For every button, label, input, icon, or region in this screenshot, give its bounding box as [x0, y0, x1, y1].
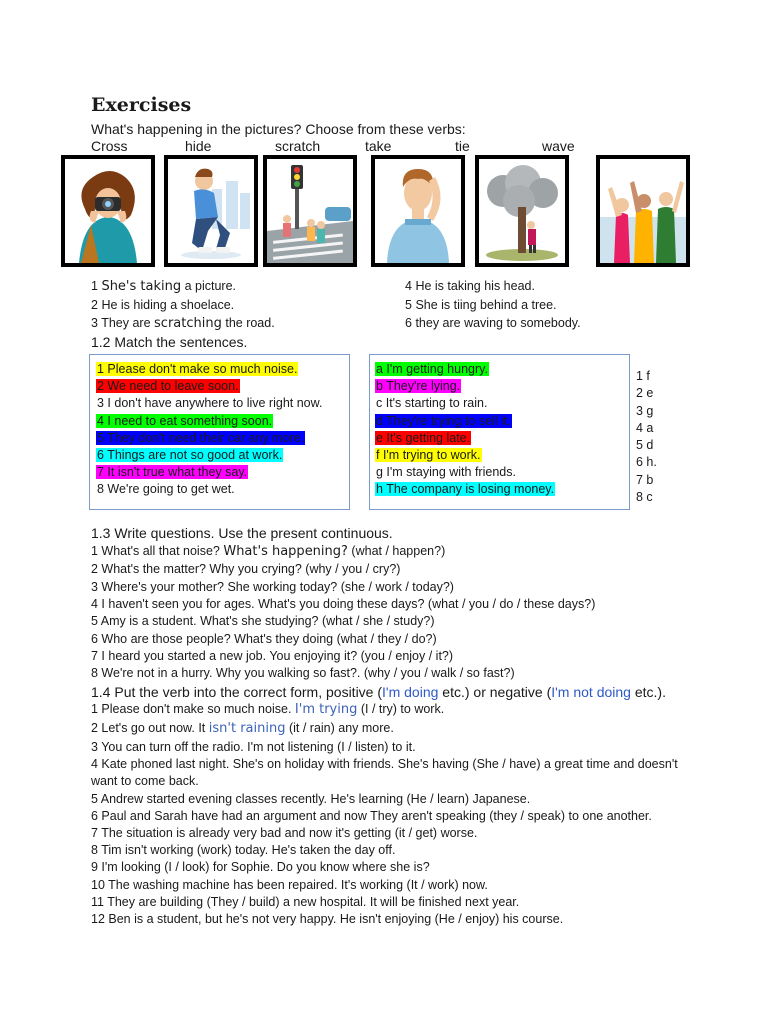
ex3-line-5: 5 Amy is a student. What's she studying? (what / she / study?): [91, 614, 435, 628]
match-sentence: 3 I don't have anywhere to live right now.: [97, 396, 323, 411]
ex4-line-11: 11 They are building (They / build) a new hospital. It will be finished next year.: [91, 895, 520, 909]
match-left-item-3: [96, 395, 323, 412]
match-sentence: 5 They don't need their car any more.: [97, 430, 305, 445]
picture-crossing: [263, 155, 357, 267]
ex3-line-2: 2 What's the matter? Why you crying? (why / you / cry?): [91, 562, 401, 576]
match-sentence: 6 Things are not so good at work.: [97, 447, 283, 462]
match-sentence: 1 Please don't make so much noise.: [97, 362, 298, 376]
line-text: (it / rain) any more.: [288, 721, 394, 735]
match-sentence: 8 We're going to get wet.: [97, 482, 235, 497]
match-sentence: b They're lying.: [376, 379, 461, 394]
ex4-line-2: [91, 721, 394, 736]
match-sentence: 7 It isn't true what they say.: [97, 465, 248, 480]
match-left-item-1: [96, 361, 323, 378]
item-text: a picture.: [184, 279, 237, 293]
item-text: He is hiding a shoelace.: [101, 298, 235, 312]
ex3-line-4: 4 I haven't seen you for ages. What's you doing these days? (what / you / do / these days?): [91, 597, 596, 611]
match-sentence: 2 We need to leave soon.: [97, 379, 239, 394]
item-text: He is taking his head.: [415, 279, 535, 293]
ex3-line-3: 3 Where's your mother? She working today? (she / work / today?): [91, 580, 454, 594]
match-sentence: c It's starting to rain.: [376, 396, 488, 411]
match-right-item-3: [375, 395, 555, 412]
ex1-item-5: [405, 298, 557, 312]
picture-photographer: [61, 155, 155, 267]
ex4-line-3: 3 You can turn off the radio. I'm not listening (I / listen) to it.: [91, 740, 416, 754]
match-right-item-7: [375, 464, 555, 481]
handwritten-answer: What's happening?: [223, 544, 348, 559]
ex4-heading: [91, 684, 666, 700]
handwritten-answer: She's taking: [101, 279, 182, 294]
verb-cross: Cross: [91, 138, 128, 154]
ex4-line-10: 10 The washing machine has been repaired. It's working (It / work) now.: [91, 878, 488, 892]
picture-waving: [596, 155, 690, 267]
picture-shoelace: [164, 155, 258, 267]
ex4-line-7: 7 The situation is already very bad and now it's getting (it / get) worse.: [91, 826, 478, 840]
ex4-line-12: 12 Ben is a student, but he's not very happy. He isn't enjoying (He / enjoy) his course.: [91, 912, 564, 926]
match-answer-4: 4 a: [636, 420, 654, 435]
item-text: they are waving to somebody.: [415, 316, 581, 330]
handwritten-answer: I'm trying: [294, 702, 358, 717]
match-left-item-5: [96, 430, 323, 447]
ex2-heading: 1.2 Match the sentences.: [91, 334, 248, 350]
verb-take: take: [365, 138, 392, 154]
match-sentence: e It's getting late.: [376, 430, 471, 445]
picture-scratching-head: [371, 155, 465, 267]
match-answer-7: 7 b: [636, 472, 654, 487]
ex1-item-4: [405, 279, 535, 293]
item-text: She is tiing behind a tree.: [415, 298, 557, 312]
line-text: 2 Let's go out now. It: [91, 721, 206, 735]
match-right-item-2: [375, 378, 555, 395]
ex4-line-8: 8 Tim isn't working (work) today. He's taken the day off.: [91, 843, 396, 857]
item-number: 5: [405, 298, 412, 312]
match-right-item-6: [375, 447, 555, 464]
match-left-item-7: [96, 464, 323, 481]
line-text: 1 What's all that noise?: [91, 544, 220, 558]
line-text: (I / try) to work.: [360, 702, 445, 716]
ex4-line-4-cont: want to come back.: [91, 774, 199, 788]
match-sentence: g I'm staying with friends.: [376, 465, 516, 480]
item-number: 1: [91, 279, 98, 293]
ex1-heading: What's happening in the pictures? Choose from these verbs:: [91, 121, 466, 137]
ex4-line-9: 9 I'm looking (I / look) for Sophie. Do you know where she is?: [91, 860, 430, 874]
match-right-item-8: [375, 481, 555, 498]
heading-text: etc.).: [630, 684, 666, 700]
line-text: (what / happen?): [351, 544, 446, 558]
match-answers: [636, 368, 657, 506]
ex1-item-1: [91, 279, 236, 294]
ex1-item-3: [91, 316, 275, 331]
heading-example: I'm doing: [382, 684, 439, 700]
verb-scratch: scratch: [275, 138, 321, 154]
match-sentence: 4 I need to eat something soon.: [97, 413, 273, 428]
match-answer-5: 5 d: [636, 438, 654, 453]
ex3-heading: 1.3 Write questions. Use the present continuous.: [91, 525, 393, 541]
match-sentence: h The company is losing money.: [376, 482, 555, 497]
verb-tie: tie: [455, 138, 470, 154]
match-left-item-8: [96, 481, 323, 498]
match-left-item-4: [96, 413, 323, 430]
ex3-line-1: [91, 544, 445, 559]
match-answer-8: 8 c: [636, 490, 653, 505]
item-number: 6: [405, 316, 412, 330]
ex3-line-7: 7 I heard you started a new job. You enjoying it? (you / enjoy / it?): [91, 649, 454, 663]
match-right-item-4: [375, 413, 555, 430]
match-sentence: a I'm getting hungry.: [376, 362, 488, 376]
heading-text: etc.) or negative (: [438, 684, 552, 700]
match-left-list: [96, 361, 323, 499]
match-answer-6: 6 h.: [636, 455, 657, 470]
ex1-item-2: [91, 298, 234, 312]
heading-text: 1.4 Put the verb into the correct form, positive (: [91, 684, 383, 700]
item-text: They are: [101, 316, 151, 330]
match-left-item-2: [96, 378, 323, 395]
ex4-line-4: 4 Kate phoned last night. She's on holiday with friends. She's having (She / have) a great time and doesn't: [91, 757, 678, 771]
match-sentence: d They're trying to sell it.: [376, 413, 511, 428]
ex1-item-6: [405, 316, 581, 330]
ex4-line-1: [91, 702, 444, 717]
match-answer-2: 2 e: [636, 386, 654, 401]
match-left-item-6: [96, 447, 323, 464]
verb-hide: hide: [185, 138, 212, 154]
line-text: 1 Please don't make so much noise.: [91, 702, 292, 716]
item-number: 3: [91, 316, 98, 330]
heading-example: I'm not doing: [551, 684, 631, 700]
item-number: 4: [405, 279, 412, 293]
match-right-item-5: [375, 430, 555, 447]
handwritten-answer: isn't raining: [208, 721, 286, 736]
match-answer-3: 3 g: [636, 403, 654, 418]
ex4-line-6: 6 Paul and Sarah have had an argument and now They aren't speaking (they / speak) to one another.: [91, 809, 652, 823]
ex3-line-8: 8 We're not in a hurry. Why you walking so fast?. (why / you / walk / so fast?): [91, 666, 515, 680]
picture-tree: [475, 155, 569, 267]
item-text: the road.: [225, 316, 275, 330]
item-number: 2: [91, 298, 98, 312]
verb-wave: wave: [542, 138, 575, 154]
match-answer-1: 1 f: [636, 369, 650, 383]
match-sentence: f I'm trying to work.: [376, 447, 481, 462]
ex4-line-5: 5 Andrew started evening classes recently. He's learning (He / learn) Japanese.: [91, 792, 531, 806]
ex3-line-6: 6 Who are those people? What's they doing (what / they / do?): [91, 632, 437, 646]
handwritten-answer: scratching: [154, 316, 222, 331]
match-right-item-1: [375, 361, 555, 378]
match-right-list: [375, 361, 555, 499]
page-title: Exercises: [91, 94, 192, 116]
